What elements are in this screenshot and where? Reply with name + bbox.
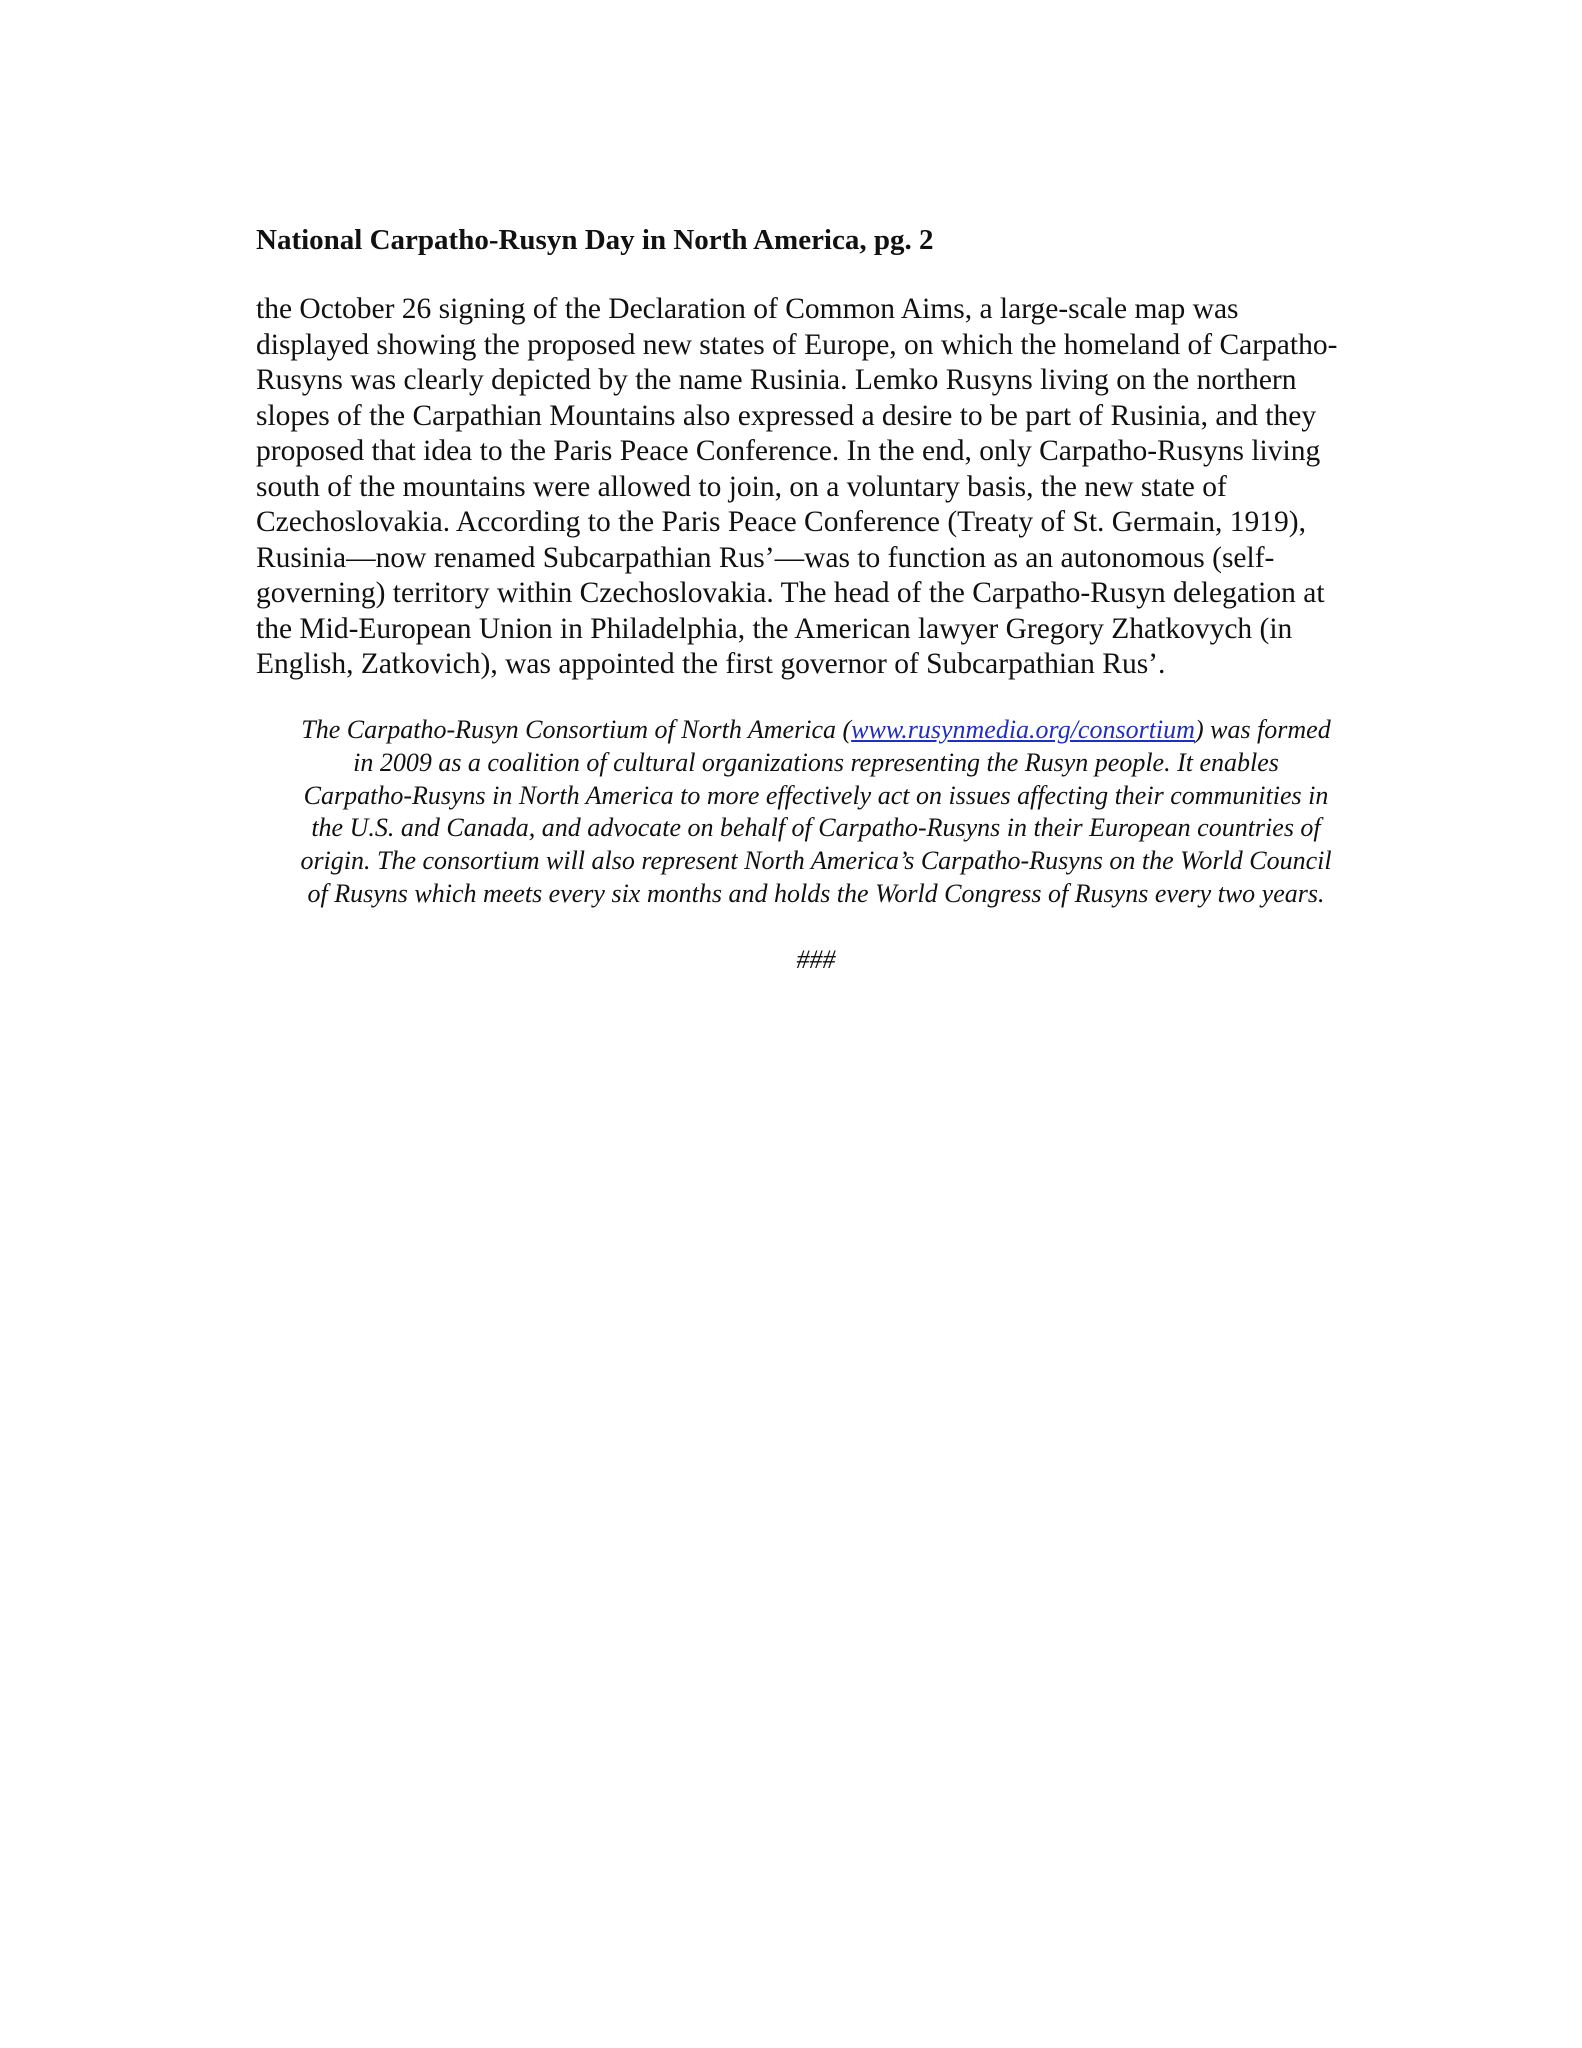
body-line: Czechoslovakia. According to the Paris Peace Conference (Treaty of St. Germain, 1919),	[256, 506, 1306, 538]
body-line: governing) territory within Czechoslovakia. The head of the Carpatho-Rusyn delegation at	[256, 577, 1325, 609]
note-text-after-link: ) was formed	[1194, 715, 1331, 744]
body-line: Rusinia—now renamed Subcarpathian Rus’—was to function as an autonomous (self-	[256, 541, 1275, 574]
note-line	[256, 714, 1376, 747]
note-line: origin. The consortium will also represent North America’s Carpatho-Rusyns on the World Council	[300, 846, 1332, 876]
body-line: south of the mountains were allowed to join, on a voluntary basis, the new state of	[256, 470, 1227, 503]
body-paragraph	[256, 292, 1376, 683]
end-mark: ###	[796, 945, 836, 974]
body-line: Rusyns was clearly depicted by the name Rusinia. Lemko Rusyns living on the northern	[256, 364, 1297, 396]
body-line: English, Zatkovich), was appointed the first governor of Subcarpathian Rus’.	[256, 648, 1166, 680]
note-text-before-link: The Carpatho-Rusyn Consortium of North America (	[301, 715, 852, 744]
body-line: the Mid-European Union in Philadelphia, the American lawyer Gregory Zhatkovych (in	[256, 612, 1293, 645]
note-line: of Rusyns which meets every six months and holds the World Congress of Rusyns every two years.	[307, 878, 1325, 908]
consortium-link[interactable]: www.rusynmedia.org/consortium	[851, 715, 1195, 744]
body-line: the October 26 signing of the Declaration of Common Aims, a large-scale map was	[256, 293, 1239, 325]
body-line: proposed that idea to the Paris Peace Conference. In the end, only Carpatho-Rusyns living	[256, 435, 1321, 467]
body-line: slopes of the Carpathian Mountains also expressed a desire to be part of Rusinia, and they	[256, 399, 1317, 432]
note-line: the U.S. and Canada, and advocate on behalf of Carpatho-Rusyns in their European countries of	[311, 813, 1321, 843]
note-line: in 2009 as a coalition of cultural organizations representing the Rusyn people. It enables	[353, 747, 1279, 777]
note-line: Carpatho-Rusyns in North America to more effectively act on issues affecting their communities in	[303, 780, 1329, 810]
page-heading: National Carpatho-Rusyn Day in North America, pg. 2	[256, 224, 934, 256]
body-line: displayed showing the proposed new states of Europe, on which the homeland of Carpatho-	[256, 328, 1338, 361]
consortium-note	[256, 714, 1376, 911]
